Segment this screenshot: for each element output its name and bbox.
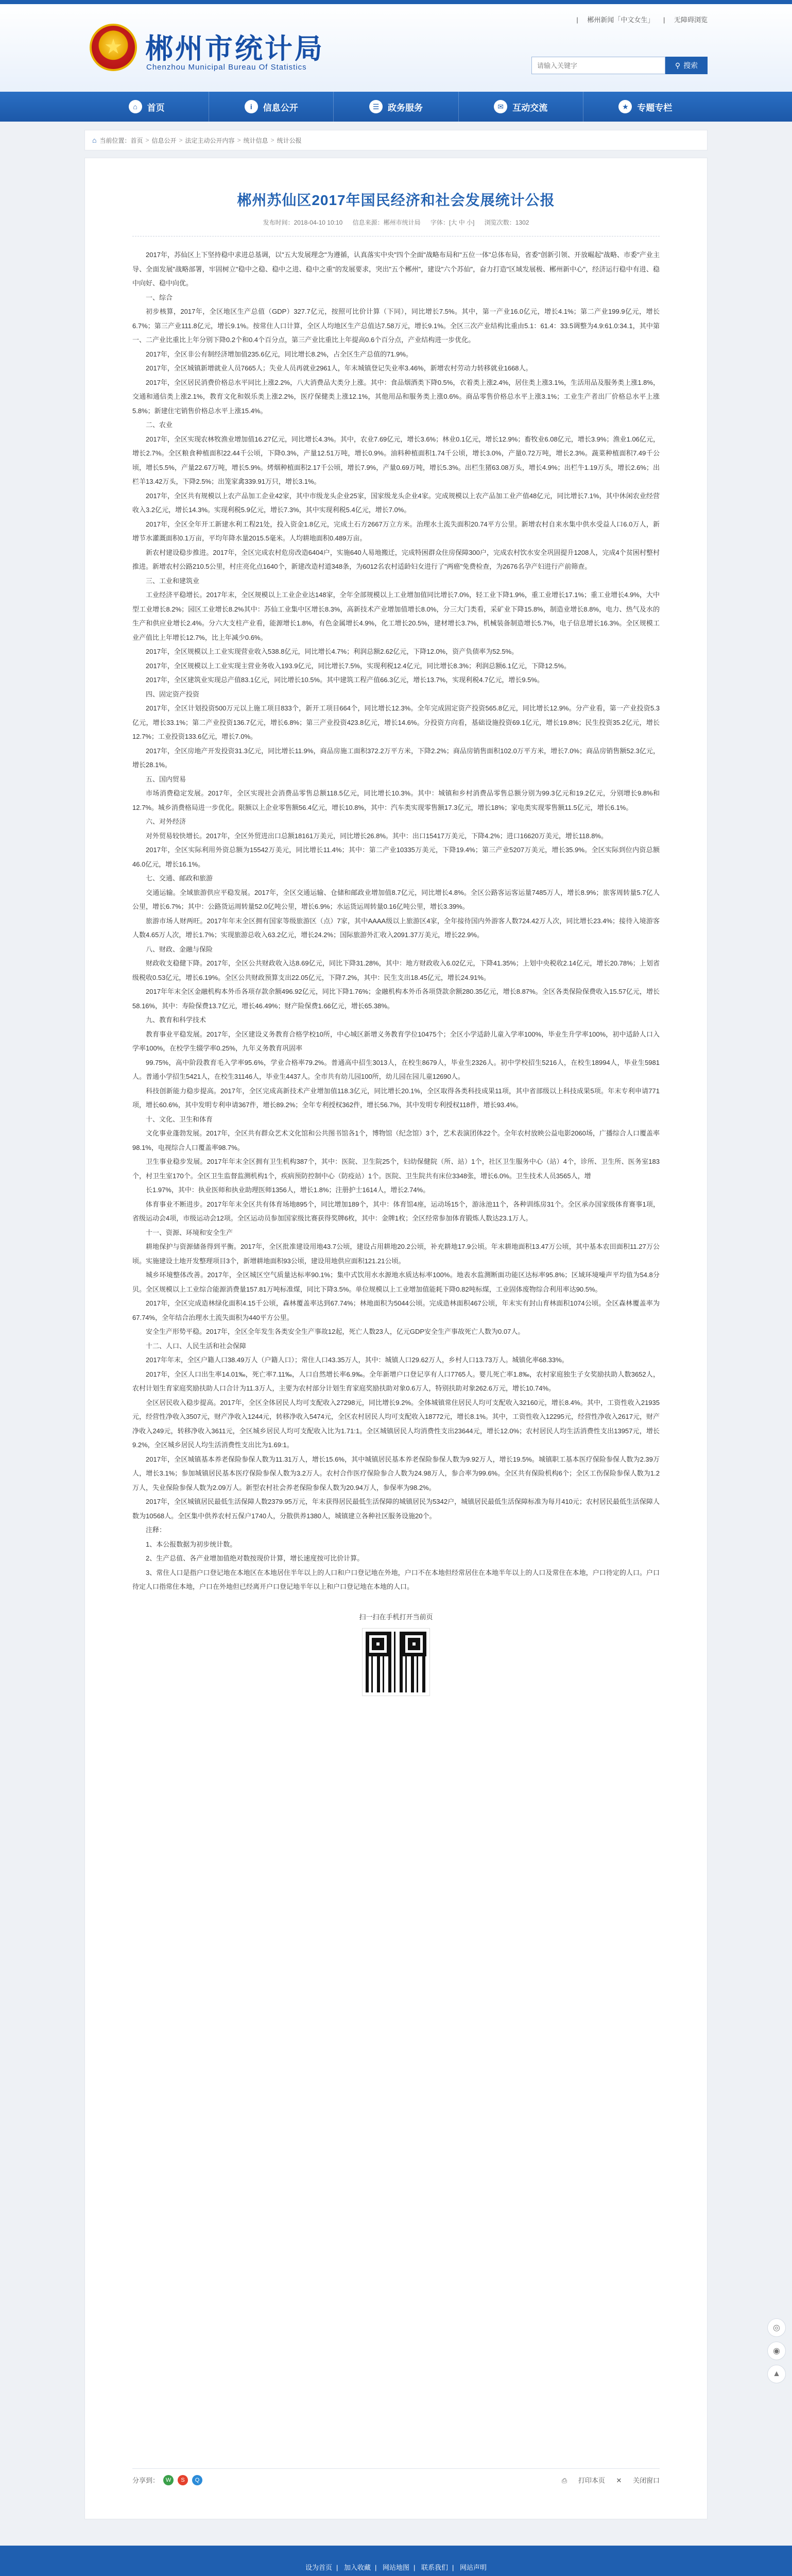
breadcrumb: ⌂ 当前位置： 首页 > 信息公开 > 法定主动公开内容 > 统计信息 > 统计公报: [84, 130, 708, 150]
close-window-button[interactable]: 关闭窗口: [632, 2477, 660, 2484]
article-paragraph: 2017年，全区人口出生率14.01‰，死亡率7.11‰，人口自然增长率6.9‰。全年新增户口登记享有人口7765人。婴儿死亡率1.8‰，农村家庭独生子女奖励扶助人数3652人，农村计划生育家庭奖励扶助人口合计为11.3万人，主要为农村部分计划生育家庭奖励扶助对象0.6万人，特别扶助对象262.6万元，增长10.74%。: [132, 1370, 660, 1392]
section-heading: 2017年年末，全区户籍人口38.49万人（户籍人口）；常住人口43.35万人，其中：城镇人口29.62万人，乡村人口13.73万人。城镇化率68.33%。: [146, 1356, 569, 1364]
search-icon: ⚲: [675, 61, 681, 70]
article-paragraph: 对外贸易较快增长。2017年，全区外贸进出口总额18161万美元，同比增长26.8%。其中：出口15417万美元，下降4.2%；进口16620万美元，增长118.8%。: [146, 832, 608, 840]
home-icon: ⌂: [129, 100, 142, 113]
top-link-separator: |: [576, 16, 578, 24]
weibo-float-icon[interactable]: ◉: [767, 2342, 786, 2360]
top-link-accessibility[interactable]: 无障碍浏览: [674, 16, 708, 24]
article-paragraph: 教育事业平稳发展。2017年，全区建设义务教育合格学校10所，中心城区新增义务教育学位10475个；全区小学适龄儿童入学率100%，毕业生升学率100%，初中适龄人口入学率100%，在校学生辍学率0.25%，九年义务教育巩固率: [132, 1030, 660, 1052]
section-heading: 六、对外经济: [146, 818, 186, 825]
nav-item-label: 专题专栏: [637, 103, 673, 113]
share-group: [132, 2475, 202, 2485]
qzone-share-icon[interactable]: Q: [192, 2475, 202, 2485]
share-label: 分享到：: [132, 2477, 160, 2484]
article-paragraph: 2017年，全区完成造林绿化面积4.15千公顷，森林覆盖率达到67.74%；林地面积为5044公顷。完成造林面积467公顷，年末实有封山育林面积1074公顷。全区森林覆盖率为67.74%，全年结合治理水土流失面积为440平方公里。: [132, 1299, 660, 1321]
article-paragraph: 2017年，全区全年开工新建水利工程21处，投入资金1.8亿元，完成土石方2667万立方米。治理水土流失面积20.74平方公里。新增农村自来水集中供水受益人口6.0万人，新增节水灌溉面积0.1万亩，平均年降水量2015.5毫米。人均耕地面积0.489万亩。: [132, 520, 660, 542]
section-heading: 七、交通、邮政和旅游: [146, 874, 213, 882]
article-paragraph: 长1.97%，其中：执业医师和执业助理医师1356人，增长1.8%；注册护士1614人，增长2.74%。: [146, 1186, 430, 1194]
print-icon: ⎙: [561, 2477, 567, 2484]
section-heading: 五、国内贸易: [146, 775, 186, 783]
search-button[interactable]: [665, 57, 708, 74]
breadcrumb-item[interactable]: 信息公开: [151, 137, 177, 144]
main-nav: [0, 92, 792, 122]
article-paragraph: 2017年，全区城镇新增就业人员7665人；失业人员再就业2961人，年末城镇登记失业率3.46%，新增农村劳动力转移就业1668人。: [146, 364, 532, 372]
article-paragraph: 注释：: [146, 1526, 166, 1534]
nav-item-label: 首页: [147, 103, 165, 113]
section-heading: 八、财政、金融与保险: [146, 945, 213, 953]
article-paragraph: 交通运输。全域旅游供应平稳发展。2017年，全区交通运输、仓储和邮政业增加值8.7亿元，同比增长4.8%。全区公路客运客运量7485万人，增长8.9%；旅客周转量5.7亿人公里，增长6.7%；其中：公路货运周转量52.0亿吨公里，增长6.9%；水运货运周转量0.16亿吨公里，增长3.39%。: [132, 888, 660, 910]
footer-link[interactable]: 网站声明: [460, 2564, 487, 2571]
article-paragraph: 2017年，全区城镇基本养老保险参保人数为11.31万人，增长15.6%，其中城镇居民基本养老保险参保人数为9.92万人，增长19.5%。城镇职工基本医疗保险参保人数为2.39万人，增长3.1%；参加城镇居民基本医疗保险参保人数为3.2万人。农村合作医疗保险参合人数为24.98万人，参合率为99.6%。全区共有保险机构6个；全区工伤保险参保人数为1.2万人，失业保险参保人数为2.09万人。新型农村社会养老保险参保人数为20.94万人，参保率为98.2%。: [132, 1455, 660, 1492]
breadcrumb-item[interactable]: 统计信息: [243, 137, 268, 144]
section-heading: 文化事业蓬勃发展。2017年，全区共有群众艺术文化馆和公共图书馆各1个，博物馆（纪念馆）3个，艺术表演团体22个。全年农村放映公益电影2060场，广播综合人口覆盖率98.1%，电视综合人口覆盖率98.7%。: [132, 1129, 660, 1151]
article-title: 郴州苏仙区2017年国民经济和社会发展统计公报: [237, 192, 555, 208]
article-paragraph: 1、本公报数据为初步统计数。: [146, 1540, 237, 1548]
wechat-share-icon[interactable]: W: [163, 2475, 174, 2485]
site-footer: [0, 2546, 792, 2576]
article: [84, 158, 708, 2519]
article-paragraph: 2017年，全区居民消费价格总水平同比上涨2.2%，八大消费品大类分上涨。其中：食品烟酒类下降0.5%，衣着类上涨2.4%，居住类上涨3.1%，生活用品及服务类上涨1.8%，交通和通信类上涨2.1%，教育文化和娱乐类上涨2.2%，医疗保健类上涨12.1%，其他用品和服务类上涨0.6%。商品零售价格总水平上涨3.1%；工业生产者出厂价格总水平上涨5.8%；新建住宅销售价格总水平上涨15.4%。: [132, 378, 660, 415]
article-paragraph: 工业经济平稳增长。2017年末，全区规模以上工业企业达148家，全年全部规模以上工业增加值同比增长7.0%，轻工业下降1.9%，重工业增长17.1%；重工业增长4.9%，大中型工业增长8.2%；园区工业增长8.2%其中：苏仙工业集中区增长8.3%，高新技术产业增加值增长8.0%，分三大门类看，采矿业下降15.8%，制造业增长8.8%，电力、热气及水的生产和供应业增长2.4%。分六大支柱产业看，能源增长1.8%，有色金属增长4.9%，化工增长20.5%，建材增长3.7%，机械装备制造增长5.7%，电子信息增长16.3%。全区规模工业产值比上年增长12.7%，比上年减少0.6%。: [132, 591, 660, 641]
breadcrumb-item[interactable]: 首页: [130, 137, 143, 144]
article-paragraph: 城乡环境整体改善。2017年，全区城区空气质量达标率90.1%；集中式饮用水水源地水质达标率100%。地表水监测断面功能区达标率95.8%；区域环境噪声平均值为54.8分贝。全区规模以上工业综合能源消费量157.81万吨标准煤，同比下降3.5%。单位规模以上工业增加值能耗下降0.82吨标煤，工业固体废物综合利用率达90.5%。: [132, 1271, 660, 1293]
article-paragraph: 2017年年末全区金融机构本外币各项存款余额496.92亿元，同比下降1.76%；金融机构本外币各项贷款余额280.35亿元，增长8.87%。全区各类保险保费收入15.57亿元，增长58.16%，其中：寿险保费13.7亿元，增长46.49%；财产险保费1.66亿元，增长65.38%。: [132, 988, 660, 1010]
article-paragraph: 2017年，全区共有规模以上农产品加工企业42家，其中市级龙头企业25家，国家级龙头企业4家。完成规模以上农产品加工业产值48亿元，同比增长7.1%，其中休闲农业经营收入3.2亿元，增长14.3%。实现利税5.9亿元，增长7.3%，其中实现利税5.4亿元，增长7.0%。: [132, 492, 660, 514]
article-paragraph: 2017年，苏仙区上下坚持稳中求进总基调，以"五大发展理念"为遵循，认真落实中央"四个全面"战略布局和"五位一体"总体布局，省委"创新引领、开放崛起"战略、市委"产业主导、全面发展"战略部署，牢固树立"稳中之稳、稳中之进、稳中之重"的发展要求，突出"五个郴州"，建设"六个苏仙"，奋力打造"区域发展极、郴州新中心"，经济运行稳中有进、稳中向好、稳中向优。: [132, 251, 660, 287]
nav-item-service[interactable]: [334, 92, 458, 122]
topic-icon: ★: [618, 100, 632, 113]
footer-link[interactable]: 设为首页: [305, 2564, 332, 2571]
nav-item-topics[interactable]: [583, 92, 708, 122]
article-paragraph: 卫生事业稳步发展。2017年年末全区拥有卫生机构387个，其中：医院、卫生院25个，妇幼保健院（所、站）1个，社区卫生服务中心（站）4个，诊所、卫生所、医务室183个，村卫生室170个。全区卫生监督监测机构1个，疾病预防控制中心（防疫站）1个。医院、卫生院共有床位3348张，增长6.0%。卫生技术人员3565人，增: [132, 1158, 660, 1180]
footer-links: 设为首页 | 加入收藏 | 网站地图 | 联系我们 | 网站声明: [305, 2564, 487, 2571]
site-header: [0, 4, 792, 92]
article-paragraph: 2017年，全区房地产开发投资31.3亿元，同比增长11.9%，商品房施工面积372.2万平方米，下降2.2%；商品房销售面积102.0万平方米，增长7.0%；商品房销售额52.3亿元，增长28.1%。: [132, 747, 660, 769]
breadcrumb-prefix: 当前位置：: [99, 137, 131, 144]
font-size-switch[interactable]: 字体：[大 中 小]: [431, 219, 475, 226]
qr-code-icon: [363, 1629, 429, 1696]
top-strip: [0, 0, 792, 4]
section-heading: 二、农业: [146, 421, 173, 429]
close-icon: ✕: [616, 2477, 622, 2484]
section-heading: 耕地保护与资源储备得到平衡。2017年，全区批准建设用地43.7公顷，建设占用耕地20.2公顷，补充耕地17.9公顷。年末耕地面积13.47万公顷，其中基本农田面积11.27万公顷。实施建设土地开发整理项目3个，新增耕地面积93公顷，建设用地供应面积121.21公顷。: [132, 1243, 660, 1265]
publish-date: 发布时间：2018-04-10 10:10: [263, 219, 343, 226]
chat-icon: ✉: [494, 100, 507, 113]
section-heading: 三、工业和建筑业: [146, 577, 200, 585]
article-paragraph: 财政收支稳健下降。2017年，全区公共财政收入达8.69亿元，同比下降31.28%，其中：地方财政收入6.02亿元，下降41.35%；上划中央税收2.14亿元，增长20.78%；上划省级税收0.53亿元，增长6.19%。全区公共财政预算支出22.05亿元，下降7.2%，其中：民生支出18.45亿元，增长24.91%。: [132, 959, 660, 981]
footer-link[interactable]: 联系我们: [421, 2564, 449, 2571]
article-paragraph: 3、常住人口是指户口登记地在本地区在本地居住半年以上的人口和户口登记地在外地，户口不在本地但经常居住在本地半年以上的人口及常住在本地，户口待定的人口。户口待定人口指常住本地，户口在外地但已经离开户口登记地半年以上和户口登记地在本地的人口。: [132, 1568, 660, 1590]
service-icon: ☰: [369, 100, 383, 113]
section-heading: 九、教育和科学技术: [146, 1016, 206, 1024]
section-heading: 四、固定资产投资: [146, 690, 200, 698]
top-links: [569, 14, 708, 24]
article-paragraph: 十、文化、卫生和体育: [146, 1115, 213, 1123]
breadcrumb-item[interactable]: 法定主动公开内容: [185, 137, 235, 144]
site-subtitle: Chenzhou Municipal Bureau Of Statistics: [146, 63, 307, 72]
article-paragraph: 十一、资源、环境和安全生产: [146, 1228, 233, 1236]
article-paragraph: 99.75%，高中阶段教育毛入学率95.6%，学业合格率79.2%。普通高中招生3013人，在校生8679人，毕业生2326人。初中学校招生5216人，在校生18994人，毕业生5981人。普通小学招生5421人，在校生31146人，毕业生4437人。全市共有幼儿园100所，幼儿园在园儿童12690人。: [132, 1058, 660, 1080]
article-paragraph: 全区居民收入稳步提高。2017年，全区全体居民人均可支配收入27298元，同比增长9.2%。全体城镇常住居民人均可支配收入32160元，增长8.4%。其中，工资性收入21935元，经营性净收入3507元，财产净收入1244元，转移净收入5474元，全区农村居民人均可支配收入18772元，增长8.1%。其中，工资性收入12295元，经营性净收入2617元，财产净收入249元，转移净收入3611元，全区城乡居民人均可支配收入比为1.71:1。全区城镇居民人均消费性支出23644元，增长12.0%；农村居民人均生活消费性支出13957元，增长9.2%，全区城乡居民人均生活消费性支出比为1.69:1。: [132, 1398, 660, 1449]
search-button-label: 搜索: [683, 61, 698, 70]
article-paragraph: 市场消费稳定发展。2017年，全区实现社会消费品零售总额118.5亿元，同比增长10.3%。其中：城镇和乡村消费品零售总额分别为99.3亿元和19.2亿元，分别增长9.8%和12.7%。城乡消费格局进一步优化。限额以上企业零售额56.4亿元，增长10.8%，其中：汽车类实现零售额17.3亿元，增长18%；家电类实现零售额11.5亿元，增长6.1%。: [132, 789, 660, 811]
article-paragraph: 2017年，全区建筑业实现总产值83.1亿元，同比增长10.5%。其中建筑工程产值66.3亿元，增长13.7%，实现利税4.7亿元，增长9.5%。: [146, 676, 544, 684]
article-paragraph: 新农村建设稳步推进。2017年，全区完成农村危房改造6404户，实施640人易地搬迁，完成特困群众住房保障300户，完成农村饮水安全巩固提升1208人，完成4个贫困村整村推进。新增农村公路210.5公里，村庄亮化点1640个，新建改造村道348条，为6012名农村适龄妇女进行了"两癌"免费检查，为2676名孕产妇进行产前筛查。: [132, 548, 660, 570]
print-button[interactable]: 打印本页: [578, 2477, 605, 2484]
nav-item-label: 互动交流: [512, 103, 548, 113]
article-paragraph: 2017年，全区实现农林牧渔业增加值16.27亿元，同比增长4.3%。其中，农业7.69亿元，增长3.6%；林业0.1亿元，增长12.9%；畜牧业6.08亿元，增长3.9%；渔业1.06亿元，增长2.7%。全区粮食种植面积22.44千公顷，下降0.3%，产量12.51万吨，增长0.9%。油料种植面积1.74千公顷，增长3.0%，产量0.72万吨，增长2.3%。蔬菜种植面积7.49千公顷，增长5.5%，产量22.67万吨，增长5.9%。烤烟种植面积2.17千公顷，增长7.9%，产量0.69万吨，增长5.3%。出栏生猪63.08万头，增长4.9%；出栏牛1.19万头，增长2.6%；出栏羊13.42万头，下降2.5%；出笼家禽339.91万只，增长3.1%。: [132, 435, 660, 485]
search-box: [531, 57, 708, 74]
article-paragraph: 2017年，全区非公有制经济增加值235.6亿元，同比增长8.2%，占全区生产总值的71.9%。: [146, 350, 412, 358]
breadcrumb-item[interactable]: 统计公报: [277, 137, 302, 144]
top-link-news[interactable]: 郴州新闻「中文女生」: [587, 16, 655, 24]
article-paragraph: 安全生产形势平稳。2017年，全区全年发生各类安全生产事故12起，死亡人数23人，亿元GDP安全生产事故死亡人数为0.07人。: [146, 1328, 525, 1335]
back-to-top-icon[interactable]: ▲: [767, 2365, 786, 2383]
search-input[interactable]: [531, 57, 665, 74]
nav-item-interaction[interactable]: [459, 92, 583, 122]
section-heading: 一、综合: [146, 293, 173, 301]
nav-item-info[interactable]: [209, 92, 334, 122]
article-paragraph: 十二、人口、人民生活和社会保障: [146, 1342, 247, 1350]
article-meta: [132, 218, 660, 236]
weibo-share-icon[interactable]: S: [178, 2475, 188, 2485]
nav-item-home[interactable]: [84, 92, 209, 122]
article-paragraph: 旅游市场人财两旺。2017年年末全区拥有国家等级旅游区（点）7家，其中AAAA级以上旅游区4家，全年接待国内外游客人数724.42万人次，同比增长23.4%；接待入境游客人数4.65万人次，增长1.7%；实现旅游总收入63.2亿元，增长24.2%；国际旅游外汇收入2091.37万美元，增长22.9%。: [132, 917, 660, 939]
article-paragraph: 2017年，全区城镇居民最低生活保障人数2379.95万元，年末获得居民最低生活保障的城镇居民为5342户，城镇居民最低生活保障标准为每月410元；农村居民最低生活保障人数为10568人。全区集中供养农村五保户1740人，分散供养1380人，城镇建立各种社区服务设施20个。: [132, 1498, 660, 1520]
location-icon: ⌂: [92, 136, 97, 144]
article-paragraph: 2017年，全区规模以上工业实现主营业务收入193.9亿元，同比增长7.5%，实现利税12.4亿元，同比增长8.3%；利润总额6.1亿元，下降12.5%。: [146, 662, 571, 670]
article-body: [132, 248, 660, 1594]
nav-item-label: 政务服务: [388, 103, 423, 113]
info-icon: i: [245, 100, 258, 113]
wechat-float-icon[interactable]: ◎: [767, 2318, 786, 2337]
share-bar: [132, 2468, 660, 2491]
article-paragraph: 2017年，全区规模以上工业实现营业收入538.8亿元，同比增长4.7%；利润总额2.62亿元，下降12.0%，资产负债率为52.5%。: [146, 648, 519, 655]
article-paragraph: 初步核算，2017年，全区地区生产总值（GDP）327.7亿元，按照可比价计算（下同），同比增长7.5%。其中，第一产业16.0亿元，增长4.1%；第二产业199.9亿元，增长6.7%；第三产业111.8亿元，增长9.1%。按常住人口计算，全区人均地区生产总值达7.58万元，增长9.1%。全区三次产业结构比重由5.1：61.4：33.5调整为4.9:61.0:34.1，其中第一、二产业比重比上年分别下降0.2个和0.4个百分点，第三产业比重比上年提高0.6个百分点，产业结构进一步优化。: [132, 308, 660, 344]
footer-link[interactable]: 加入收藏: [343, 2564, 371, 2571]
article-paragraph: 体育事业不断进步。2017年年末全区共有体育场地895个，同比增加189个，其中：体育馆4座，运动场15个，游泳池11个，各种训练房31个。全区承办国家级体育赛事1项，省级运动会4项，市级运动会12项。全区运动员参加国家级比赛获得奖牌6枚，其中：金牌1枚；全区经常参加体育锻炼人数达23.1万人。: [132, 1200, 660, 1222]
footer-link[interactable]: 网站地图: [382, 2564, 409, 2571]
page-actions: [553, 2475, 660, 2485]
nav-item-label: 信息公开: [263, 103, 298, 113]
article-paragraph: 2017年，全区计划投资500万元以上施工项目833个，新开工项目664个，同比增长12.3%。全年完成固定资产投资565.8亿元，同比增长12.9%。分产业看，第一产业投资5.3亿元，增长33.1%；第二产业投资136.7亿元，增长6.8%；第三产业投资423.8亿元，增长14.6%。分投资方向看，基础设施投资69.1亿元，增长19.8%；民生投资35.2亿元，增长12.7%；工业投资133.6亿元，增长7.0%。: [132, 704, 660, 740]
article-paragraph: 2017年，全区实际利用外资总额为15542万美元，同比增长11.4%；其中：第二产业10335万美元，下降19.4%；第三产业5207万美元，增长35.9%。全区实际到位内资总额46.0亿元，增长16.1%。: [132, 846, 660, 868]
article-paragraph: 2、生产总值、各产业增加值绝对数按现价计算，增长速度按可比价计算。: [146, 1554, 364, 1562]
article-paragraph: 科技创新能力稳步提高。2017年，全区完成高新技术产业增加值118.3亿元，同比增长20.1%，全区取得各类科技成果11项，其中省部级以上科技成果5项。年末专利申请771项，增长60.6%，其中发明专利申请367件，增长89.2%；全年专利授权362件，增长56.7%，其中发明专利授权118件，增长93.4%。: [132, 1087, 660, 1109]
qr-caption: 扫一扫在手机打开当前页: [359, 1613, 433, 1621]
info-source: 信息来源：郴州市统计局: [352, 219, 421, 226]
view-count: 浏览次数：1302: [484, 219, 529, 226]
site-title: 郴州市统计局: [145, 32, 324, 65]
national-emblem-icon: [90, 24, 137, 71]
top-link-separator: |: [663, 16, 665, 24]
